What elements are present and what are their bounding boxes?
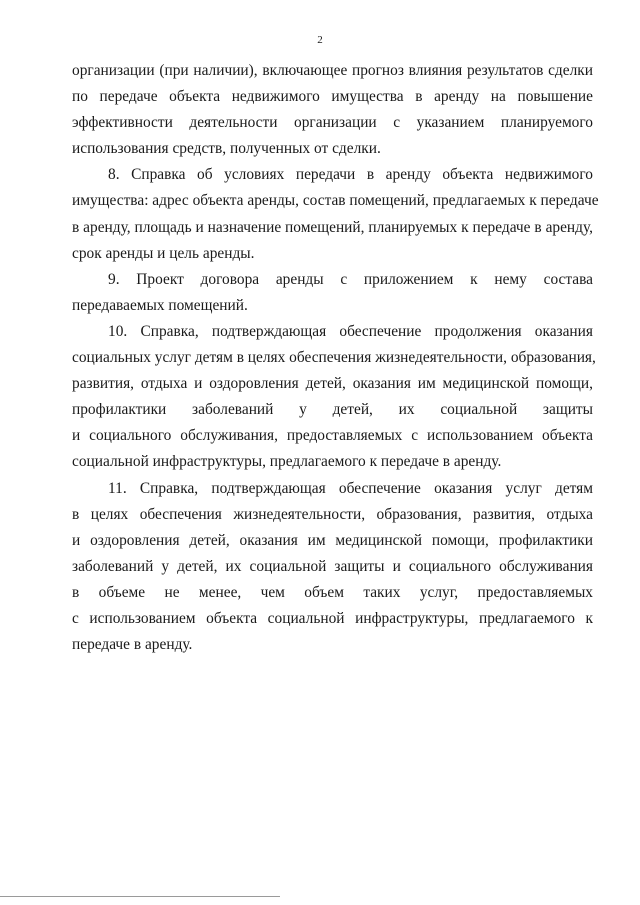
text-line: социальных услуг детям в целях обеспечения жизнедеятельности, образования, — [72, 349, 596, 367]
page-number: 2 — [317, 34, 323, 46]
text-line: 11. Справка, подтверждающая обеспечение оказания услуг детям — [108, 479, 593, 497]
text-line: имущества: адрес объекта аренды, состав помещений, предлагаемых к передаче — [72, 192, 599, 210]
text-line: срок аренды и цель аренды. — [72, 244, 255, 262]
text-line: использования средств, полученных от сделки. — [72, 140, 381, 158]
text-line: в целях обеспечения жизнедеятельности, образования, развития, отдыха — [72, 505, 593, 523]
text-line: заболеваний у детей, их социальной защиты и социального обслуживания — [72, 557, 593, 575]
text-line: передаче в аренду. — [72, 636, 193, 654]
text-line: 9. Проект договора аренды с приложением к нему состава — [108, 270, 593, 288]
text-line: 10. Справка, подтверждающая обеспечение продолжения оказания — [108, 322, 593, 340]
text-line: с использованием объекта социальной инфраструктуры, предлагаемого к — [72, 609, 593, 627]
text-line: профилактики заболеваний у детей, их социальной защиты — [72, 401, 593, 419]
text-line: по передаче объекта недвижимого имущества в аренду на повышение — [72, 88, 593, 106]
text-line: эффективности деятельности организации с указанием планируемого — [72, 114, 593, 132]
text-line: социальной инфраструктуры, предлагаемого к передаче в аренду. — [72, 453, 502, 471]
text-line: 8. Справка об условиях передачи в аренду объекта недвижимого — [108, 166, 593, 184]
footer-rule — [0, 896, 280, 897]
text-line: в объеме не менее, чем объем таких услуг, предоставляемых — [72, 583, 593, 601]
text-line: в аренду, площадь и назначение помещений, планируемых к передаче в аренду, — [72, 218, 593, 236]
text-line: передаваемых помещений. — [72, 296, 248, 314]
body-text — [72, 58, 599, 658]
text-line: развития, отдыха и оздоровления детей, оказания им медицинской помощи, — [72, 375, 593, 393]
text-line: и оздоровления детей, оказания им медицинской помощи, профилактики — [72, 531, 593, 549]
text-line: организации (при наличии), включающее прогноз влияния результатов сделки — [72, 62, 593, 79]
text-line: и социального обслуживания, предоставляемых с использованием объекта — [72, 427, 593, 445]
